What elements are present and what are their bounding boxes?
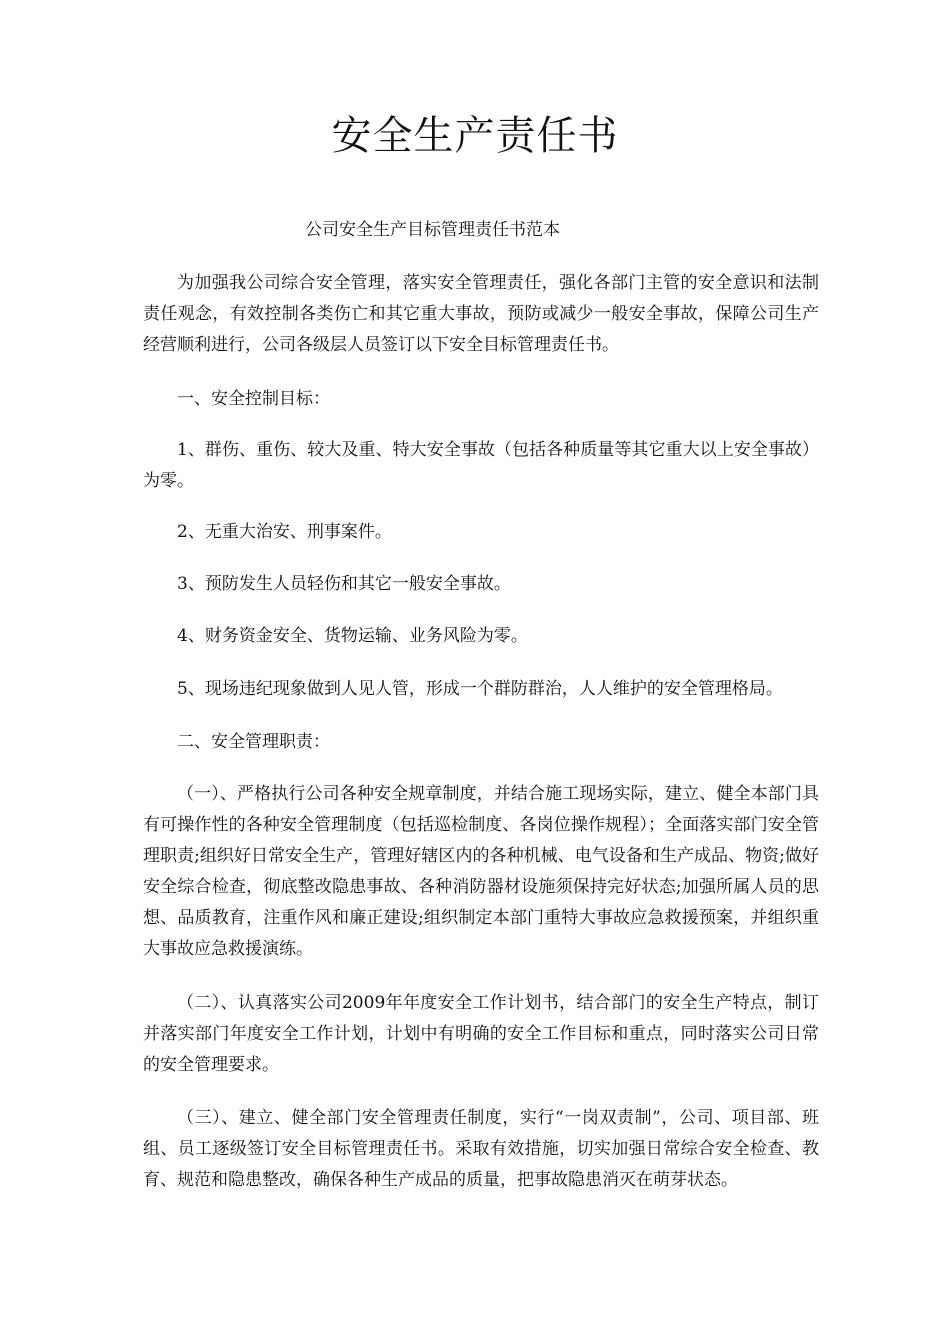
- target-item-1: 1、群伤、重伤、较大及重、特大安全事故（包括各种质量等其它重大以上安全事故）为零。: [143, 440, 819, 491]
- target-item-4: 4、财务资金安全、货物运输、业务风险为零。: [177, 626, 528, 646]
- section-heading-duties: 二、安全管理职责：: [177, 732, 330, 752]
- target-item-3: 3、预防发生人员轻伤和其它一般安全事故。: [177, 574, 511, 594]
- target-item-2: 2、无重大治安、刑事案件。: [177, 522, 392, 542]
- duty-item-2: （二）、认真落实公司2009年年度安全工作计划书，结合部门的安全生产特点，制订并落实部门年度安全工作计划，计划中有明确的安全工作目标和重点，同时落实公司日常的安全管理要求。: [143, 993, 819, 1075]
- duty-item-1: （一）、严格执行公司各种安全规章制度，并结合施工现场实际，建立、健全本部门具有可操作性的各种安全管理制度（包括巡检制度、各岗位操作规程）；全面落实部门安全管理职责;组织好日常安全生产，管理好辖区内的各种机械、电气设备和生产成品、物资;做好安全综合检查，彻底整改隐患事故、各种消防器材设施须保持完好状态;加强所属人员的思想、品质教育，注重作风和廉正建设;组织制定本部门重特大事故应急救援预案，并组织重大事故应急救援演练。: [143, 784, 819, 959]
- document-subtitle: 公司安全生产目标管理责任书范本: [305, 220, 560, 240]
- target-item-5: 5、现场违纪现象做到人见人管，形成一个群防群治，人人维护的安全管理格局。: [177, 679, 783, 699]
- intro-paragraph: 为加强我公司综合安全管理，落实安全管理责任，强化各部门主管的安全意识和法制责任观念，有效控制各类伤亡和其它重大事故，预防或减少一般安全事故，保障公司生产经营顺利进行，公司各级层人员签订以下安全目标管理责任书。: [143, 273, 819, 355]
- section-heading-targets: 一、安全控制目标：: [177, 389, 330, 409]
- document-title: 安全生产责任书: [331, 113, 619, 159]
- duty-item-3: （三）、建立、健全部门安全管理责任制度，实行“一岗双责制”，公司、项目部、班组、员工逐级签订安全目标管理责任书。采取有效措施，切实加强日常综合安全检查、教育、规范和隐患整改，确保各种生产成品的质量，把事故隐患消灭在萌芽状态。: [143, 1108, 819, 1190]
